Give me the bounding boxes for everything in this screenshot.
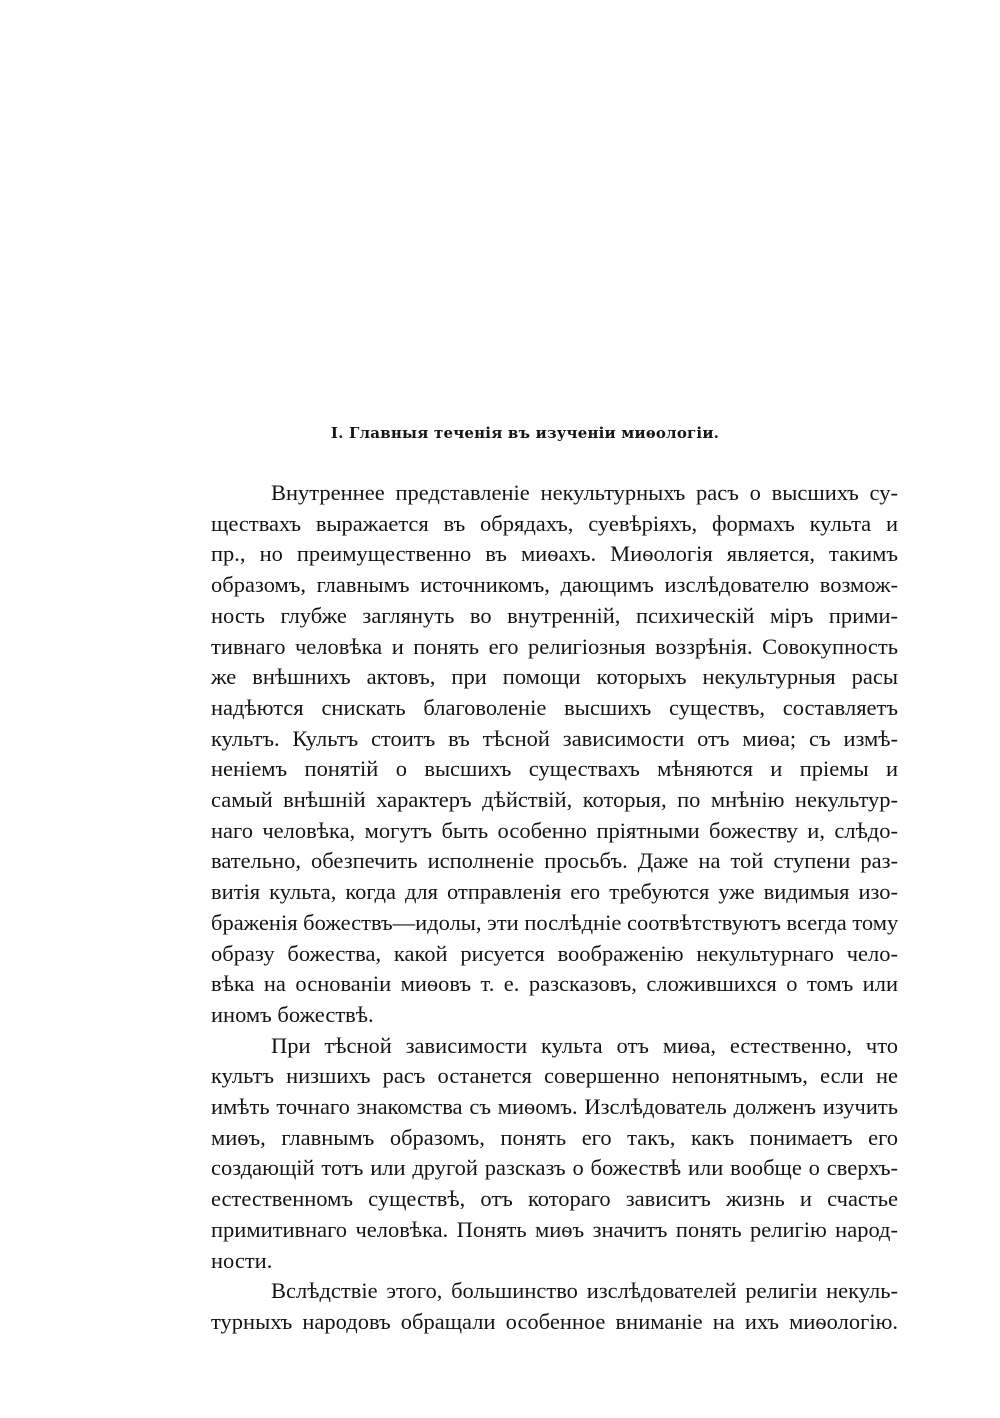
- text-line: Внутреннее представленіе некультурныхъ расъ о высшихъ су-: [271, 480, 898, 505]
- text-line: естественномъ существѣ, отъ котораго зависитъ жизнь и счастье: [211, 1186, 898, 1212]
- text-line: культъ. Культъ стоитъ въ тѣсной зависимости отъ миѳа; съ измѣ-: [211, 725, 898, 751]
- text-line: ность глубже заглянуть во внутренній, психическій міръ прими-: [211, 602, 898, 628]
- text-line: браженія божествъ—идолы, эти послѣдніе соотвѣтствуютъ всегда тому: [211, 909, 899, 935]
- section-heading: I. Главныя теченія въ изученіи миѳологіи.: [330, 424, 720, 442]
- text-line: культъ низшихъ расъ останется совершенно непонятнымъ, если не: [211, 1063, 898, 1089]
- paragraph-3: [151, 1276, 898, 1337]
- text-line: же внѣшнихъ актовъ, при помощи которыхъ некультурныя расы: [211, 664, 898, 690]
- text-line: турныхъ народовъ обращали особенное вниманіе на ихъ миѳологію.: [211, 1308, 898, 1334]
- text-line: миѳъ, главнымъ образомъ, понять его такъ, какъ понимаетъ его: [211, 1124, 898, 1150]
- text-line: вѣка на основаніи миѳовъ т. е. разсказовъ, сложившихся о томъ или: [211, 971, 898, 997]
- text-line: ности.: [211, 1247, 273, 1273]
- text-line: При тѣсной зависимости культа отъ миѳа, естественно, что: [271, 1032, 898, 1058]
- text-line: пр., но преимущественно въ миѳахъ. Миѳологія является, такимъ: [211, 541, 898, 567]
- text-line: Вслѣдствіе этого, большинство изслѣдователей религіи некуль-: [271, 1278, 898, 1304]
- text-line: самый внѣшній характеръ дѣйствій, которыя, по мнѣнію некультур-: [211, 787, 898, 813]
- body-text: [151, 478, 898, 1338]
- text-line: вательно, обезпечить исполненіе просьбъ. Даже на той ступени раз-: [211, 848, 898, 874]
- text-line: тивнаго человѣка и понять его религіозныя воззрѣнія. Совокупность: [211, 633, 898, 659]
- text-line: примитивнаго человѣка. Понять миѳъ значитъ понять религію народ-: [211, 1216, 898, 1242]
- paragraph-2: [151, 1031, 898, 1277]
- text-line: образу божества, какой рисуется воображенію некультурнаго чело-: [211, 940, 898, 966]
- paragraph-1: [151, 478, 898, 1031]
- text-line: неніемъ понятій о высшихъ существахъ мѣняются и пріемы и: [211, 756, 898, 782]
- text-line: имѣть точнаго знакомства съ миѳомъ. Изслѣдователь долженъ изучить: [211, 1094, 898, 1120]
- text-line: ществахъ выражается въ обрядахъ, суевѣріяхъ, формахъ культа и: [211, 510, 898, 536]
- text-line: надѣются снискать благоволеніе высшихъ существъ, составляетъ: [211, 694, 898, 720]
- text-line: иномъ божествѣ.: [211, 1001, 374, 1027]
- text-line: витія культа, когда для отправленія его требуются уже видимыя изо-: [211, 879, 898, 905]
- text-line: создающій тотъ или другой разсказъ о божествѣ или вообще о сверхъ-: [211, 1155, 898, 1181]
- text-line: образомъ, главнымъ источникомъ, дающимъ изслѣдователю возмож-: [211, 572, 898, 598]
- text-line: наго человѣка, могутъ быть особенно пріятными божеству и, слѣдо-: [211, 817, 898, 843]
